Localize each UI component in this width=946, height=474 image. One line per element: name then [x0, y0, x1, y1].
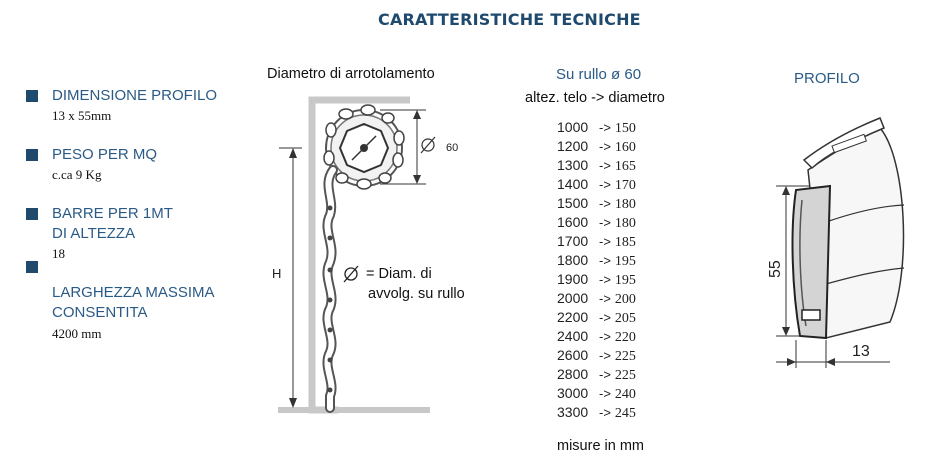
row-height: 2200: [557, 309, 589, 325]
arrow-head-left: [826, 358, 835, 366]
row-height: 1000: [557, 119, 589, 135]
row-diameter: 195: [614, 273, 636, 288]
row-diameter: 245: [614, 406, 636, 421]
row-height: 1900: [557, 271, 589, 287]
table-footer: misure in mm: [557, 438, 645, 454]
row-arrow: ->: [599, 253, 611, 268]
arrow-head-right: [787, 358, 796, 366]
row-height: 1700: [557, 233, 589, 249]
row-diameter: 200: [614, 292, 636, 307]
row-height: 2600: [557, 347, 589, 363]
row-arrow: ->: [599, 405, 611, 420]
row-height: 1400: [557, 176, 589, 192]
row-height: 1800: [557, 252, 589, 268]
row-diameter: 160: [614, 140, 636, 155]
row-arrow: ->: [599, 120, 611, 135]
section-foot: [802, 310, 820, 320]
spec-label-line1: BARRE PER 1MT: [52, 205, 173, 222]
arrow-head-up: [782, 186, 790, 195]
row-height: 1300: [557, 157, 589, 173]
row-arrow: ->: [599, 291, 611, 306]
row-diameter: 180: [614, 197, 636, 212]
spec-value: c.ca 9 Kg: [52, 167, 102, 182]
diagram-caption: Diametro di arrotolamento: [267, 66, 435, 82]
row-height: 1600: [557, 214, 589, 230]
row-height: 3300: [557, 404, 589, 420]
row-height: 2000: [557, 290, 589, 306]
row-diameter: 240: [614, 387, 636, 402]
profile-caption: PROFILO: [794, 70, 860, 87]
spec-value: 13 x 55mm: [52, 108, 112, 123]
table-subheader: altez. telo -> diametro: [525, 90, 665, 106]
spec-label-line1: LARGHEZZA MASSIMA: [52, 284, 215, 301]
row-diameter: 165: [614, 159, 636, 174]
row-arrow: ->: [599, 158, 611, 173]
height-label: H: [272, 266, 282, 281]
row-arrow: ->: [599, 348, 611, 363]
row-arrow: ->: [599, 177, 611, 192]
row-arrow: ->: [599, 329, 611, 344]
row-diameter: 225: [614, 368, 636, 383]
spec-label-line2: DI ALTEZZA: [52, 225, 136, 242]
page-title: CARATTERISTICHE TECNICHE: [378, 10, 641, 29]
legend-line-2: avvolg. su rullo: [368, 286, 465, 302]
row-arrow: ->: [599, 215, 611, 230]
row-height: 3000: [557, 385, 589, 401]
row-arrow: ->: [599, 139, 611, 154]
row-diameter: 170: [614, 178, 636, 193]
spec-value: 4200 mm: [52, 326, 102, 341]
row-diameter: 220: [614, 330, 636, 345]
row-diameter: 180: [614, 216, 636, 231]
row-height: 1500: [557, 195, 589, 211]
spec-label: DIMENSIONE PROFILO: [52, 87, 218, 104]
dim-width-label: 13: [852, 343, 870, 360]
spec-value: 18: [52, 246, 65, 261]
row-diameter: 185: [614, 235, 636, 250]
row-height: 2400: [557, 328, 589, 344]
row-arrow: ->: [599, 386, 611, 401]
dim-height-label: 55: [767, 260, 784, 278]
row-arrow: ->: [599, 234, 611, 249]
row-diameter: 150: [614, 121, 636, 136]
row-diameter: 225: [614, 349, 636, 364]
row-diameter: 195: [614, 254, 636, 269]
legend-line-1: = Diam. di: [366, 266, 432, 282]
table-header: Su rullo ø 60: [556, 66, 642, 83]
diameter-value: 60: [446, 142, 459, 154]
spec-label: PESO PER MQ: [52, 146, 158, 163]
row-arrow: ->: [599, 367, 611, 382]
spec-label-line2: CONSENTITA: [52, 304, 148, 321]
row-height: 1200: [557, 138, 589, 154]
row-diameter: 205: [614, 311, 636, 326]
row-arrow: ->: [599, 196, 611, 211]
row-height: 2800: [557, 366, 589, 382]
row-arrow: ->: [599, 310, 611, 325]
arrow-head-down: [782, 327, 790, 336]
row-arrow: ->: [599, 272, 611, 287]
